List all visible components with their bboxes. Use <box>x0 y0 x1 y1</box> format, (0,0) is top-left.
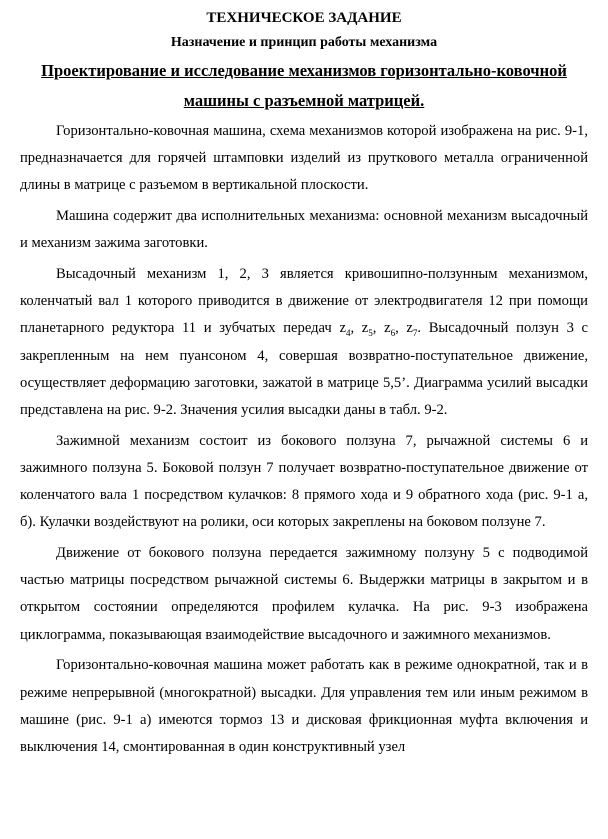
separator-2: , z <box>372 320 391 337</box>
document-subtitle: Назначение и принцип работы механизма <box>170 35 438 50</box>
paragraph-3-text-b: . Высадочный ползун 3 с закрепленным на нем пуансоном 4, совершая возвратно-поступательное движение, осуществляет деформацию заготовки, зажатой в матрице 5,5’. Диаграмма усилий высадки представлена на рис. 9-2. Значения усилия высадки даны в табл. 9-2. <box>20 320 589 419</box>
paragraph-5: Движение от бокового ползуна передается зажимному ползуну 5 с подводимой частью матрицы посредством рычажной системы 6. Выдержки матрицы в закрытом и в открытом состоянии определяются профилем кулачка. На рис. 9-3 изображена циклограмма, показывающая взаимодействие высадочного и зажимного механизмов. <box>20 545 588 643</box>
paragraph-3-text-a: Высадочный механизм 1, 2, 3 является кривошипно-ползунным механизмом, коленчатый вал 1 которого приводится в движение от электродвигателя 12 при помощи планетарного редуктора 11 и зубчатых передач z <box>20 266 588 337</box>
subscript-5: 5 <box>368 328 373 339</box>
subscript-7: 7 <box>412 328 418 339</box>
separator-3: , z <box>395 320 413 337</box>
separator-1: , z <box>350 320 369 337</box>
paragraph-1: Горизонтально-ковочная машина, схема механизмов которой изображена на рис. 9-1, предназначается для горячей штамповки изделий из пруткового металла ограниченной длины в матрице с разъемом в вертикальной плоскости. <box>20 123 588 194</box>
paragraph-4: Зажимной механизм состоит из бокового ползуна 7, рычажной системы 6 и зажимного ползуна 5. Боковой ползун 7 получает возвратно-поступательное движение от коленчатого вала 1 посредством кулачков: 8 прямого хода и 9 обратного хода (рис. 9-1 а, б). Кулачки воздействуют на ролики, оси которых закреплены на боковом ползуне 7. <box>20 432 588 531</box>
subscript-6: 6 <box>390 328 396 339</box>
paragraph-6: Горизонтально-ковочная машина может работать как в режиме однократной, так и в режиме непрерывной (многократной) высадки. Для управления тем или иным режимом в машине (рис. 9-1 а) имеются тормоз 13 и дисковая фрикционная муфта включения и выключения 14, смонтированная в один конструктивный узел <box>20 657 588 755</box>
paragraph-3 <box>20 261 588 424</box>
document-heading: Проектирование и исследование механизмов горизонтально-ковочной машины с разъемной матрицей. <box>41 61 567 110</box>
document-title: ТЕХНИЧЕСКОЕ ЗАДАНИЕ <box>206 10 402 26</box>
paragraph-2: Машина содержит два исполнительных механизма: основной механизм высадочный и механизм зажима заготовки. <box>20 208 588 252</box>
subscript-4: 4 <box>345 328 351 339</box>
